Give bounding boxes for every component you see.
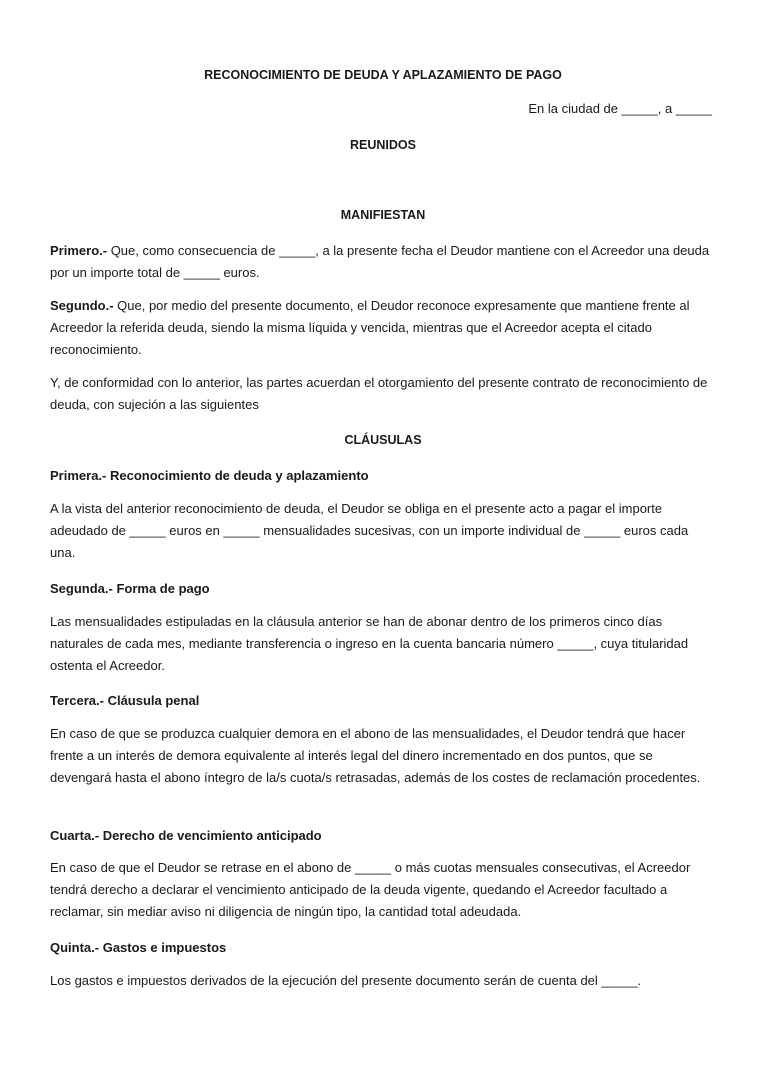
clause-title-quinta: Quinta.- Gastos e impuestos [50, 940, 227, 955]
primero-paragraph [50, 240, 716, 284]
clause-title-tercera: Tercera.- Cláusula penal [50, 693, 200, 708]
clause-text-primera: A la vista del anterior reconocimiento de deuda, el Deudor se obliga en el presente acto a pagar el importe adeudado de _____ euros en _____ mensualidades sucesivas, con un importe individual de _____ euros cada una. [50, 501, 689, 560]
clause-text-tercera: En caso de que se produzca cualquier demora en el abono de las mensualidades, el Deudor tendrá que hacer frente a un interés de demora equivalente al interés legal del dinero incrementado en dos puntos, que se devengará hasta el abono íntegro de la/s cuota/s retrasadas, además de los costes de reclamación procedentes. [50, 726, 701, 785]
segundo-label: Segundo.- [50, 298, 114, 313]
reunidos-heading: REUNIDOS [350, 138, 416, 152]
segundo-paragraph [50, 295, 716, 361]
manifiestan-heading: MANIFIESTAN [340, 208, 426, 222]
clause-title-primera: Primera.- Reconocimiento de deuda y aplazamiento [50, 468, 369, 483]
clause-title-segunda: Segunda.- Forma de pago [50, 581, 210, 596]
clausulas-heading: CLÁUSULAS [344, 433, 422, 447]
clause-text-cuarta: En caso de que el Deudor se retrase en el abono de _____ o más cuotas mensuales consecutivas, el Acreedor tendrá derecho a declarar el vencimiento anticipado de la deuda vigente, quedando el Acreedor facultado a reclamar, sin mediar aviso ni diligencia de ningún tipo, la cantidad total adeudada. [50, 860, 691, 919]
clause-text-quinta: Los gastos e impuestos derivados de la ejecución del presente documento serán de cuenta del _____. [50, 973, 642, 988]
clause-text-segunda: Las mensualidades estipuladas en la cláusula anterior se han de abonar dentro de los primeros cinco días naturales de cada mes, mediante transferencia o ingreso en la cuenta bancaria número _____, cuya titularidad ostenta el Acreedor. [50, 614, 689, 673]
city-date-line: En la ciudad de _____, a _____ [528, 101, 712, 116]
conformidad-paragraph: Y, de conformidad con lo anterior, las partes acuerdan el otorgamiento del presente contrato de reconocimiento de deuda, con sujeción a las siguientes [50, 375, 708, 412]
segundo-text: Que, por medio del presente documento, el Deudor reconoce expresamente que mantiene frente al Acreedor la referida deuda, siendo la misma líquida y vencida, mientras que el Acreedor acepta el citado reconocimiento. [50, 298, 690, 357]
document-title: RECONOCIMIENTO DE DEUDA Y APLAZAMIENTO DE PAGO [204, 68, 562, 82]
clause-title-cuarta: Cuarta.- Derecho de vencimiento anticipado [50, 828, 322, 843]
primero-label: Primero.- [50, 243, 108, 258]
primero-text: Que, como consecuencia de _____, a la presente fecha el Deudor mantiene con el Acreedor una deuda por un importe total de _____ euros. [50, 243, 710, 280]
